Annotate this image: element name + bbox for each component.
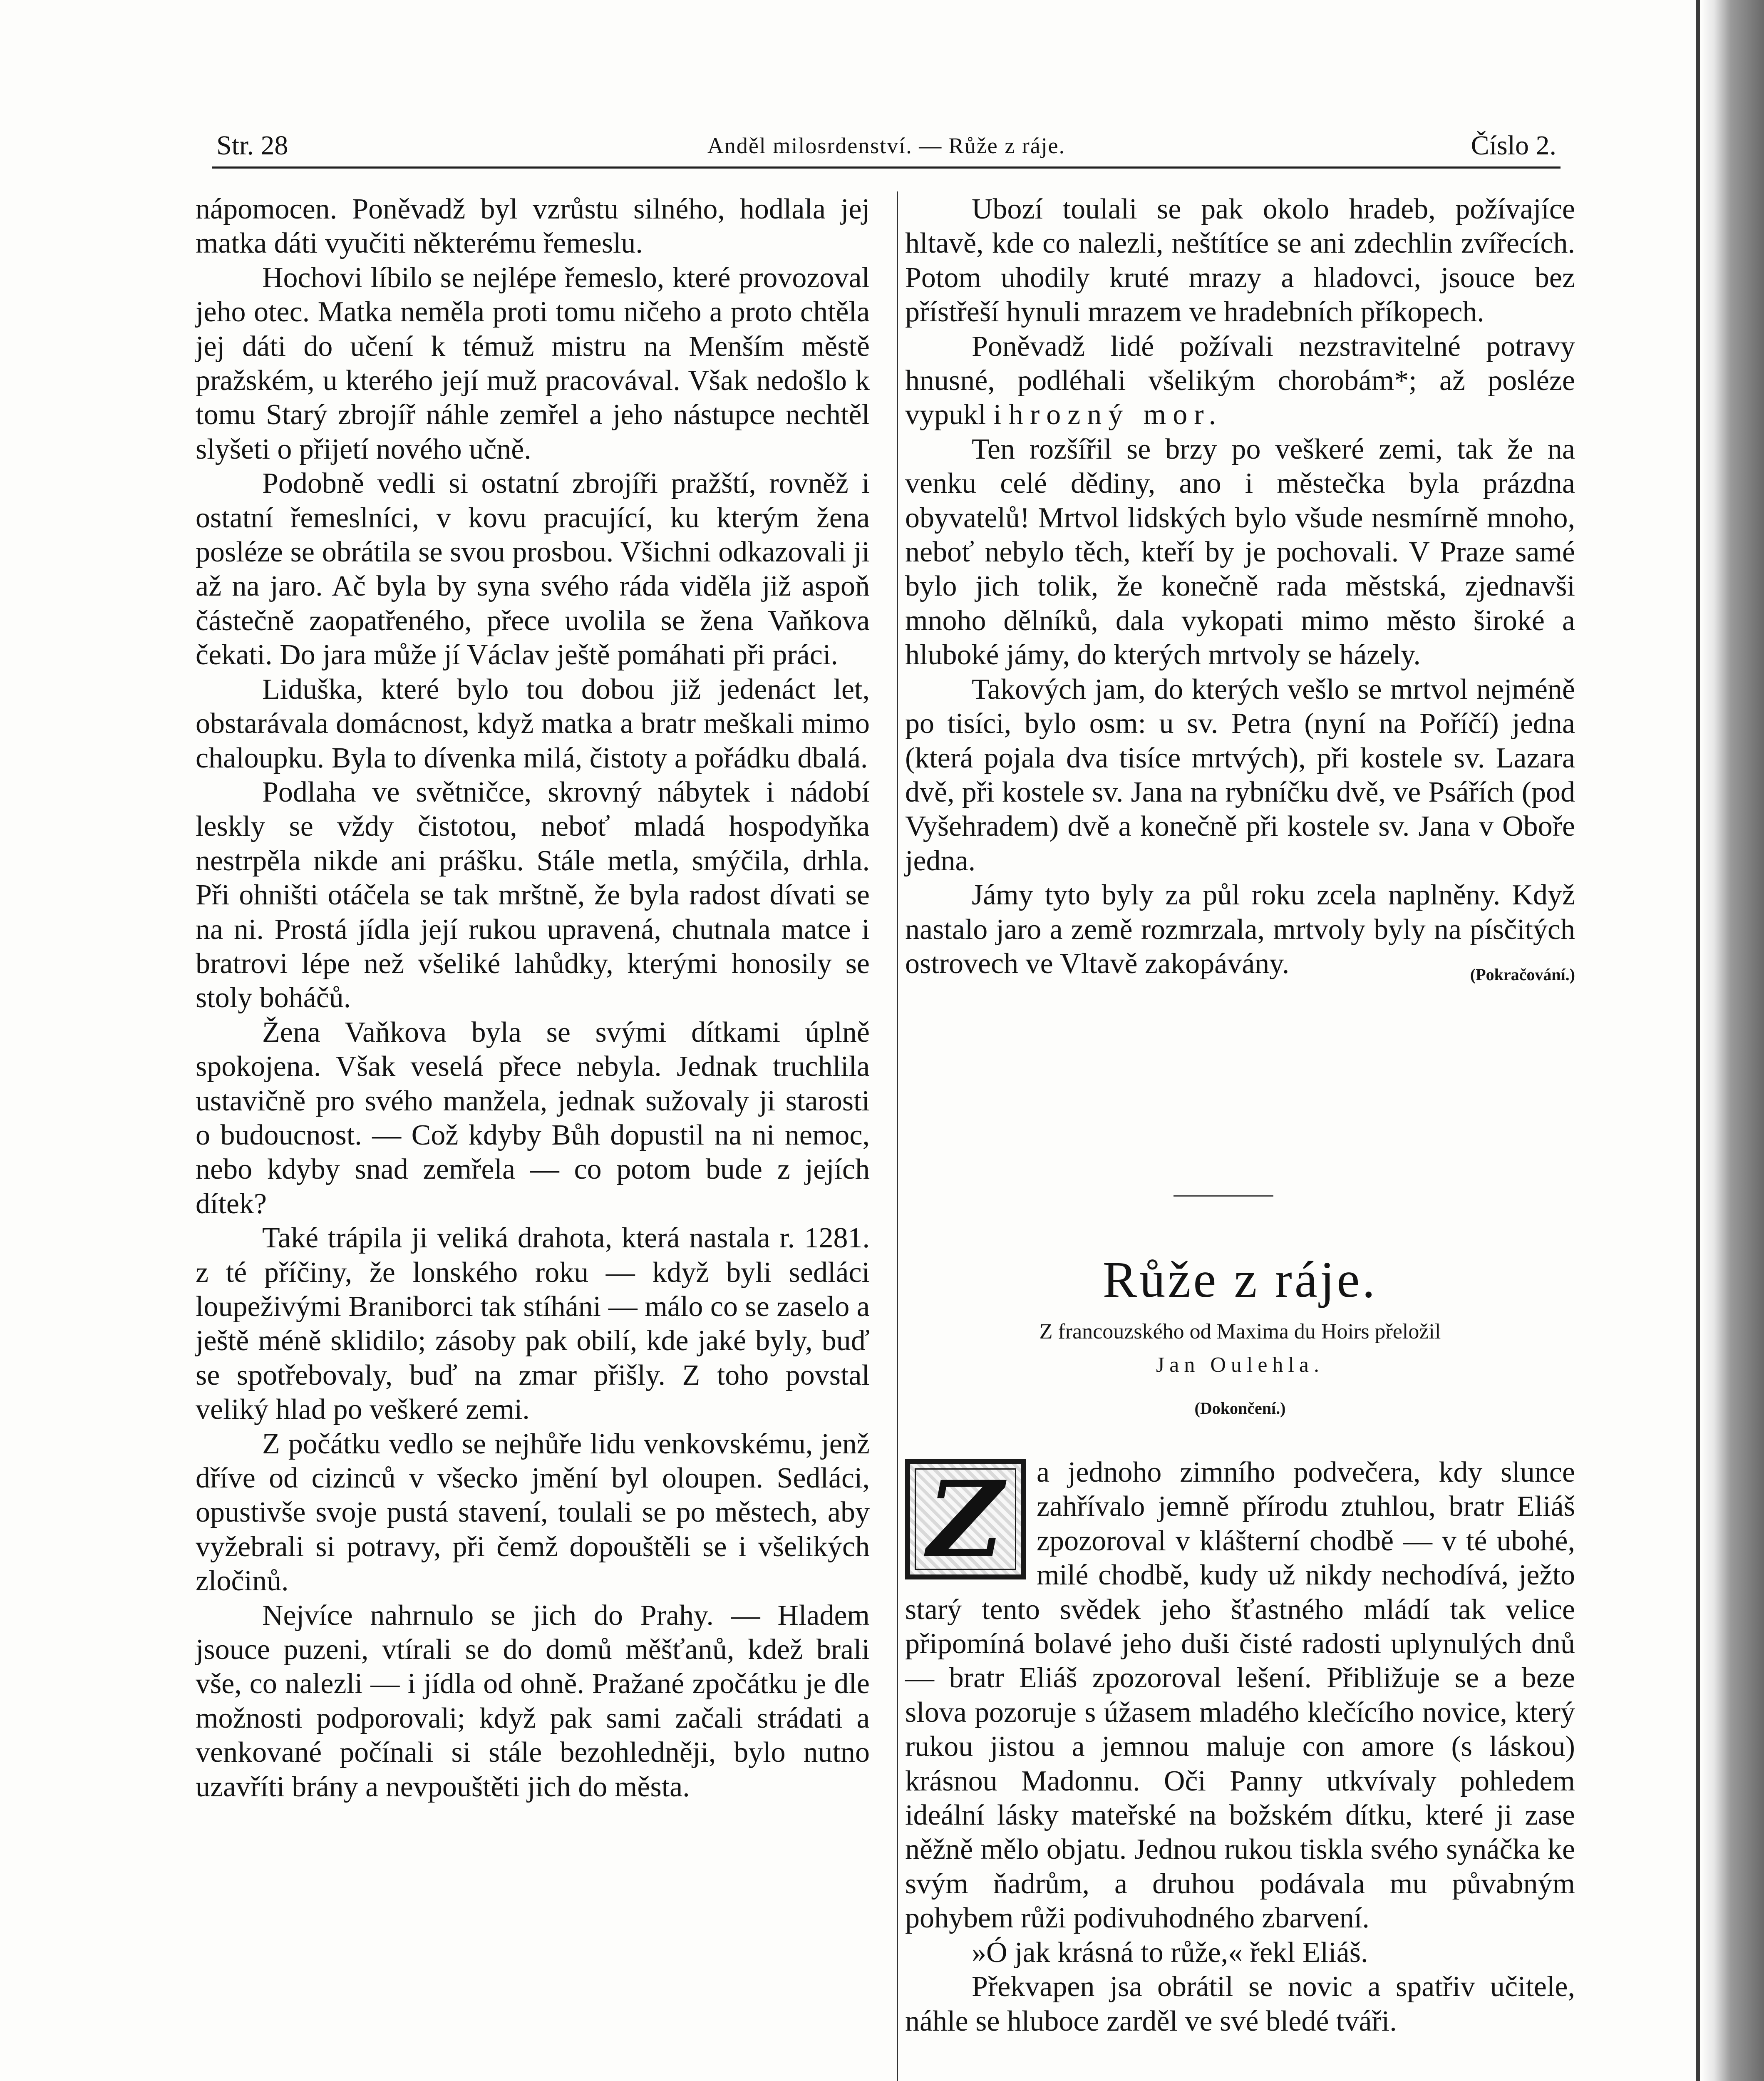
- paragraph-text: Poněvadž lidé požívali nezstravitelné potravy hnusné, podléhali všelikým chorobám*; až posléze vypukl i: [905, 330, 1575, 431]
- page-number: Str. 28: [216, 130, 288, 161]
- left-column: [196, 192, 870, 1804]
- paragraph: Také trápila ji veliká drahota, která nastala r. 1281. z té příčiny, že lonského roku — když byli sedláci loupeživými Braniborci tak stíháni — málo co se zaselo a ještě méně sklidilo; zásoby pak obilí, kde jaké byly, buď se spotřebovaly, buď na zmar přišly. Z toho povstal veliký hlad po veškeré zemi.: [196, 1222, 870, 1426]
- header-rule: [212, 166, 1561, 169]
- right-column-continuation: [905, 192, 1575, 992]
- drop-cap: [905, 1459, 1026, 1579]
- page-edge-shadow: [1702, 0, 1764, 2081]
- article-status: (Dokončení.): [1194, 1399, 1286, 1418]
- article-translator: Jan Oulehla.: [1156, 1353, 1324, 1377]
- paragraph: [905, 330, 1575, 432]
- running-header: [212, 121, 1561, 166]
- continued-note: (Pokračování.): [1470, 965, 1575, 984]
- article-title: Růže z ráje.: [1102, 1251, 1378, 1308]
- paragraph: Takových jam, do kterých vešlo se mrtvol nejméně po tisíci, bylo osm: u sv. Petra (nyní na Poříčí) jedna (která pojala dva tisíce mrtvých), při kostele sv. Lazara dvě, při kostele sv. Jana na rybníčku dvě, ve Psářích (pod Vyšehradem) dvě a konečně při kostele sv. Jana v Oboře jedna.: [905, 673, 1575, 877]
- running-title: Anděl milosrdenství. — Růže z ráje.: [707, 133, 1066, 158]
- paragraph: [905, 1455, 1575, 1936]
- article-body: [905, 1455, 1575, 2039]
- section-divider: [1174, 1195, 1273, 1197]
- paragraph: Ubozí toulali se pak okolo hradeb, požívajíce hltavě, kde co nalezli, neštítíce se ani zdechlin zvířecích. Potom uhodily kruté mrazy a hladovci, jsouce bez přístřeší hynuli mrazem ve hradebních příkopech.: [905, 193, 1575, 328]
- paragraph: Podobně vedli si ostatní zbrojíři pražští, rovněž i ostatní řemeslníci, v kovu pracující, ku kterým žena posléze se obrátila se svou prosbou. Všichni odkazovali ji až na jaro. Ač byla by syna svého ráda viděla již aspoň částečně zaopatřeného, přece uvolila se žena Vaňkova čekati. Do jara může jí Václav ještě pomáhati při práci.: [196, 467, 870, 671]
- paragraph: nápomocen. Poněvadž byl vzrůstu silného, hodlala jej matka dáti vyučiti některému řemeslu.: [196, 193, 870, 260]
- paragraph: Podlaha ve světničce, skrovný nábytek i nádobí leskly se vždy čistotou, neboť mladá hospodyňka nestrpěla nikde ani prášku. Stále metla, smýčila, drhla. Při ohništi otáčela se tak mrštně, že byla radost dívati se na ni. Prostá jídla její rukou upravená, chutnala matce i bratrovi lépe než všeliké lahůdky, kterými honosily se stoly boháčů.: [196, 776, 870, 1014]
- article-source-line: Z francouzského od Maxima du Hoirs přeložil: [1039, 1320, 1441, 1343]
- issue-number: Číslo 2.: [1471, 130, 1556, 161]
- paragraph: Z počátku vedlo se nejhůře lidu venkovskému, jenž dříve od cizinců v všecko jmění byl oloupen. Sedláci, opustivše svoje pustá stavení, toulali se po městech, aby vyžebrali si potravy, při čemž dopouštěli se i všelikých zločinů.: [196, 1428, 870, 1597]
- paragraph: Žena Vaňkova byla se svými dítkami úplně spokojena. Však veselá přece nebyla. Jednak truchlila ustavičně pro svého manžela, jednak sužovaly ji starosti o budoucnost. — Což kdyby Bůh dopustil na ni nemoc, nebo kdyby snad zemřela — co potom bude z jejích dítek?: [196, 1016, 870, 1220]
- paragraph: Hochovi líbilo se nejlépe řemeslo, které provozoval jeho otec. Matka neměla proti tomu ničeho a proto chtěla jej dáti do učení k témuž mistru na Menším městě pražském, u kterého její muž pracovával. Však nedošlo k tomu Starý zbrojíř náhle zemřel a jeho nástupce nechtěl slyšeti o přijetí nového učně.: [196, 261, 870, 465]
- paragraph: Překvapen jsa obrátil se novic a spatřiv učitele, náhle se hluboce zarděl ve své bledé tváři.: [905, 1971, 1575, 2037]
- paragraph-text: Jámy tyto byly za půl roku zcela naplněny. Když nastalo jaro a země rozmrzala, mrtvoly byly na písčitých ostrovech ve Vltavě zakopávány.: [905, 879, 1575, 980]
- column-divider: [897, 191, 898, 2081]
- page-edge-line: [1696, 0, 1700, 2081]
- paragraph: Liduška, které bylo tou dobou již jedenáct let, obstarávala domácnost, když matka a bratr meškali mimo chaloupku. Byla to dívenka milá, čistoty a pořádku dbalá.: [196, 673, 870, 774]
- paragraph: Nejvíce nahrnulo se jich do Prahy. — Hladem jsouce puzeni, vtírali se do domů měšťanů, kdež brali vše, co nalezli — i jídla od ohně. Pražané zpočátku je dle možnosti podporovali; když pak sami začali strádati a venkované počínali si stále bezohledněji, bylo nutno uzavříti brány a nevpouštěti jich do města.: [196, 1599, 870, 1803]
- drop-cap-letter: Z: [927, 1458, 1004, 1580]
- paragraph-text: a jednoho zimního podvečera, kdy slunce zahřívalo jemně přírodu ztuhlou, bratr Eliáš zpozoroval v klášterní chodbě — v té ubohé, milé chodbě, kudy už nikdy nechodívá, ježto starý tento svědek jeho šťastného mládí tak velice připomíná bolavé jeho duši čisté radosti uplynulých dnů — bratr Eliáš zpozoroval lešení. Přibližuje se a beze slova pozoruje s úžasem mladého klečícího novice, který rukou jistou a jemnou maluje con amore (s láskou) krásnou Madonnu. Oči Panny utkvívaly pohledem ideální lásky mateřské na božském dítku, které ji zase něžně mělo objatu. Jednou rukou tiskla svého synáčka ke svým ňadrům, a druhou podávala mu půvabným pohybem růži podivuhodného zbarvení.: [905, 1456, 1575, 1934]
- paragraph: [905, 878, 1575, 984]
- paragraph: »Ó jak krásná to růže,« řekl Eliáš.: [972, 1936, 1368, 1969]
- paragraph: Ten rozšířil se brzy po veškeré zemi, tak že na venku celé dědiny, ano i městečka byla prázdna obyvatelů! Mrtvol lidských bylo všude nesmírně mnoho, neboť nebylo těch, kteří by je pochovali. V Praze samé bylo jich tolik, že konečně rada městská, zjednavši mnoho dělníků, dala vykopati mimo město široké a hluboké jámy, do kterých mrtvoly se házely.: [905, 433, 1575, 671]
- emphasized-text: hrozný mor.: [1008, 399, 1223, 431]
